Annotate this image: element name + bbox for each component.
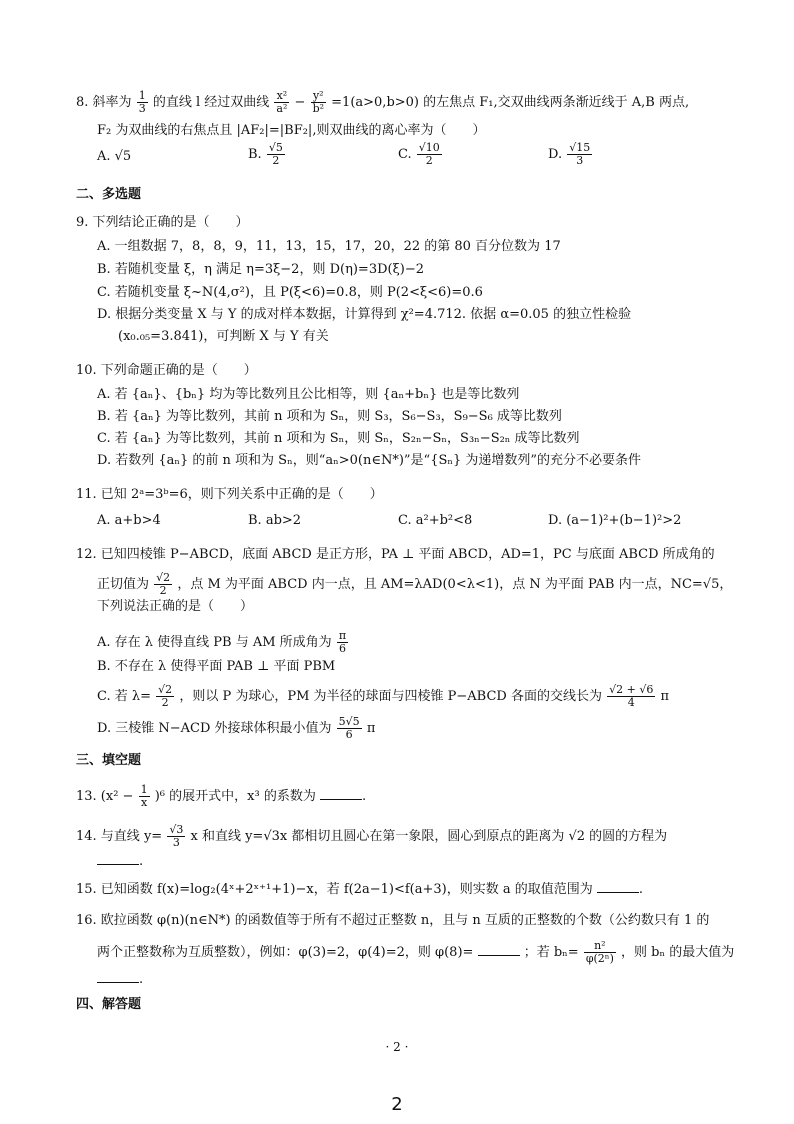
q8-line2: F₂ 为双曲线的右焦点且 |AF₂|=|BF₂|,则双曲线的离心率为（ ） bbox=[97, 123, 486, 138]
q9-option-c: C. 若随机变量 ξ~N(4,σ²)，且 P(ξ<6)=0.8，则 P(2<ξ<6)=0.6 bbox=[97, 285, 483, 300]
q14-line2: . bbox=[97, 852, 794, 871]
section-answer-questions: 四、解答题 bbox=[76, 997, 142, 1012]
q9-option-d-line2: (x₀.₀₅=3.841)，可判断 X 与 Y 有关 bbox=[118, 329, 329, 344]
q12-option-a: A. 存在 λ 使得直线 PB 与 AM 所成角为 $\frac{\pi}{6}$ bbox=[97, 629, 347, 655]
q16-line2: 两个正整数称为互质整数），例如：φ(3)=2，φ(4)=2，则 φ(8)= ；若 bₙ= $\frac{\text{n²}}{\text{φ(2ⁿ)}}$ ，则 bₙ 的最大值为 bbox=[97, 939, 735, 965]
q8-hyperbola-x-fraction: $\frac{\text{x²}}{\text{a²}}$ bbox=[276, 89, 288, 115]
q16-answer-blank-1[interactable] bbox=[478, 943, 520, 956]
q11-option-a: A. a+b>4 bbox=[97, 513, 161, 528]
q12-option-b: B. 不存在 λ 使得平面 PAB ⊥ 平面 PBM bbox=[97, 659, 336, 674]
q8-minus: − bbox=[294, 95, 306, 110]
q8-option-b: B. $\frac{√5}{2}$ bbox=[248, 141, 283, 167]
q9-option-b: B. 若随机变量 ξ，η 满足 η=3ξ−2，则 D(η)=3D(ξ)−2 bbox=[97, 262, 424, 277]
q8-text-c: =1(a>0,b>0) 的左焦点 F₁,交双曲线两条渐近线于 A,B 两点, bbox=[331, 95, 690, 110]
q9-option-d-line1: D. 根据分类变量 X 与 Y 的成对样本数据，计算得到 χ²=4.712. 依据 α=0.05 的独立性检验 bbox=[97, 307, 632, 322]
q8-option-d: D. $\frac{√15}{3}$ bbox=[548, 141, 591, 167]
q8-line1 bbox=[76, 90, 794, 115]
q10-option-a: A. 若 {aₙ}、{bₙ} 均为等比数列且公比相等，则 {aₙ+bₙ} 也是等比数列 bbox=[97, 387, 520, 402]
q12-tan-fraction: $\frac{√2}{2}$ bbox=[156, 571, 171, 597]
q16-answer-blank-2[interactable] bbox=[97, 970, 139, 983]
q9-option-a: A. 一组数据 7，8，8，9，11，13，15，17，20，22 的第 80 百分位数为 17 bbox=[97, 239, 561, 254]
q13-answer-blank[interactable] bbox=[320, 787, 362, 800]
section-fill-in: 三、填空题 bbox=[76, 753, 142, 768]
q10-option-c: C. 若 {aₙ} 为等比数列，其前 n 项和为 Sₙ，则 Sₙ，S₂ₙ−Sₙ，S₃ₙ−S₂ₙ 成等比数列 bbox=[97, 431, 580, 446]
q11-stem: 11. 已知 2ᵃ=3ᵇ=6，则下列关系中正确的是（ ） bbox=[76, 487, 383, 502]
q12-line3: 下列说法正确的是（ ） bbox=[97, 599, 254, 614]
page-mark: · 2 · bbox=[385, 1040, 409, 1054]
q14-line1: 14. 与直线 y= $\frac{√3}{3}$ x 和直线 y=√3x 都相切且圆心在第一象限，圆心到原点的距离为 √2 的圆的方程为 bbox=[76, 823, 668, 849]
q11-option-d: D. (a−1)²+(b−1)²>2 bbox=[548, 513, 682, 528]
q12-line2: 正切值为 $\frac{√2}{2}$ ，点 M 为平面 ABCD 内一点，且 AM=λAD(0<λ<1)，点 N 为平面 PAB 内一点，NC=√5， bbox=[97, 571, 733, 597]
page-number: 2 bbox=[391, 1094, 403, 1115]
q8-option-c: C. $\frac{√10}{2}$ bbox=[398, 141, 440, 167]
q8-slope-fraction: $\frac{1}{3}$ bbox=[138, 89, 146, 115]
q15-line: 15. 已知函数 f(x)=log₂(4ˣ+2ˣ⁺¹+1)−x，若 f(2a−1)<f(a+3)，则实数 a 的取值范围为 . bbox=[76, 882, 644, 897]
q9-stem: 9. 下列结论正确的是（ ） bbox=[76, 215, 249, 230]
q13-line: 13. (x² − $\frac{1}{x}$ )⁶ 的展开式中，x³ 的系数为 . bbox=[76, 783, 367, 809]
q12-option-c: C. 若 λ= $\frac{√2}{2}$ ，则以 P 为球心，PM 为半径的球面与四棱锥 P−ABCD 各面的交线长为 $\frac{√2 + √6}{4}$ π bbox=[97, 683, 670, 709]
q16-line1: 16. 欧拉函数 φ(n)(n∈N*) 的函数值等于所有不超过正整数 n，且与 n 互质的正整数的个数（公约数只有 1 的 bbox=[76, 913, 710, 928]
q10-option-d: D. 若数列 {aₙ} 的前 n 项和为 Sₙ，则“aₙ>0(n∈N*)”是“{Sₙ} 为递增数列”的充分不必要条件 bbox=[97, 453, 642, 468]
q8-text-b: 的直线 l 经过双曲线 bbox=[152, 95, 270, 110]
q8-hyperbola-y-fraction: $\frac{\text{y²}}{\text{b²}}$ bbox=[312, 89, 325, 115]
q8-text-a: 8. 斜率为 bbox=[76, 95, 132, 110]
q14-answer-blank[interactable] bbox=[97, 852, 139, 865]
q15-answer-blank[interactable] bbox=[597, 880, 639, 893]
q10-stem: 10. 下列命题正确的是（ ） bbox=[76, 363, 257, 378]
q12-option-d: D. 三棱锥 N−ACD 外接球体积最小值为 $\frac{5√5}{6}$ π bbox=[97, 715, 376, 741]
q11-option-c: C. a²+b²<8 bbox=[398, 513, 473, 528]
q11-option-b: B. ab>2 bbox=[248, 513, 302, 528]
q8-option-a: A. √5 bbox=[97, 149, 132, 164]
q16-line3: . bbox=[97, 970, 794, 989]
q12-line1: 12. 已知四棱锥 P−ABCD，底面 ABCD 是正方形，PA ⊥ 平面 ABCD，AD=1，PC 与底面 ABCD 所成角的 bbox=[76, 547, 715, 562]
section-multiple-choice: 二、多选题 bbox=[76, 187, 142, 202]
q10-option-b: B. 若 {aₙ} 为等比数列，其前 n 项和为 Sₙ，则 S₃，S₆−S₃，S₉−S₆ 成等比数列 bbox=[97, 409, 562, 424]
